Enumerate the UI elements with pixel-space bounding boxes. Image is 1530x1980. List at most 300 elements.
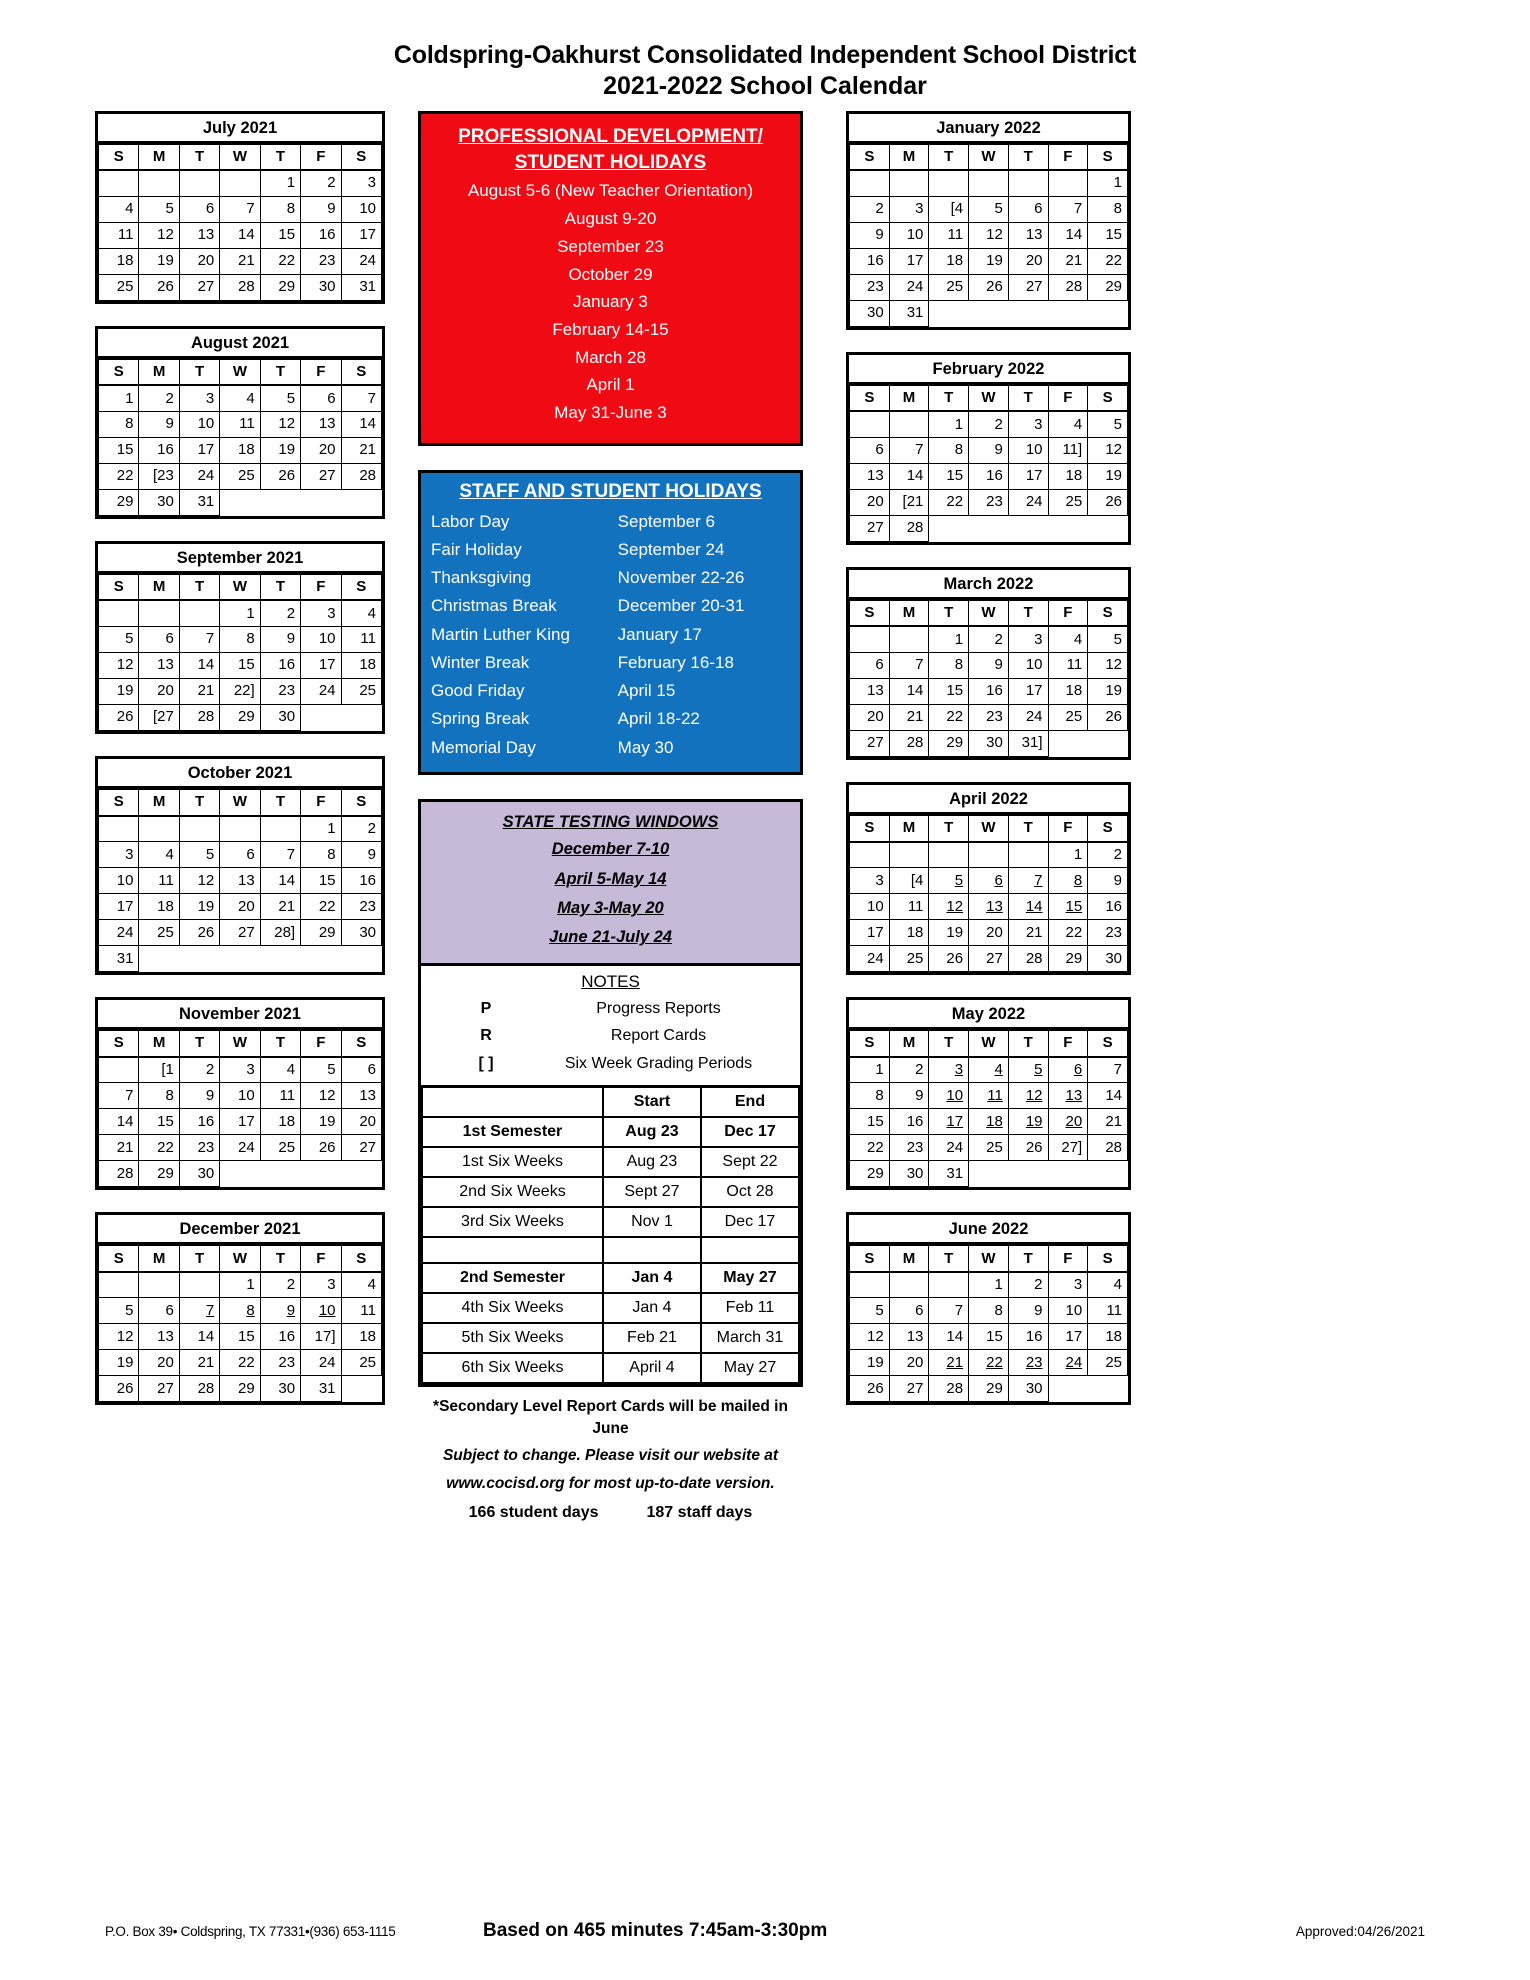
day-cell: 23	[260, 1350, 300, 1376]
day-cell: 17	[929, 1109, 969, 1135]
day-cell: 14	[99, 1109, 139, 1135]
day-cell: 22	[139, 1135, 179, 1161]
day-cell: 10	[179, 411, 219, 437]
month-grid	[849, 385, 1128, 542]
month-august-2021	[95, 326, 385, 519]
empty-cell	[1088, 730, 1128, 756]
holidays-title: STAFF AND STUDENT HOLIDAYS	[459, 480, 762, 502]
day-cell: 14	[1008, 894, 1048, 920]
day-cell: 26	[850, 1376, 890, 1402]
week-row	[850, 1083, 1128, 1109]
weekday-header-3: W	[220, 144, 260, 170]
semester-header-start: Start	[603, 1087, 701, 1118]
day-cell: 22]	[220, 678, 260, 704]
day-cell: 18	[929, 248, 969, 274]
semester-row-start: April 4	[603, 1353, 701, 1383]
week-row	[850, 1272, 1128, 1298]
day-cell: 7	[929, 1298, 969, 1324]
day-cell: 10	[929, 1083, 969, 1109]
day-cell: 29	[969, 1376, 1009, 1402]
day-cell: 4	[139, 842, 179, 868]
day-cell: 23	[1008, 1350, 1048, 1376]
day-cell: 28	[929, 1376, 969, 1402]
day-cell: 2	[889, 1057, 929, 1083]
day-cell: 12	[969, 222, 1009, 248]
day-cell: 13	[139, 1324, 179, 1350]
month-april-2022	[846, 782, 1131, 975]
empty-cell	[1008, 515, 1048, 541]
day-cell: 11]	[1048, 437, 1088, 463]
week-row	[99, 842, 382, 868]
empty-cell	[1088, 515, 1128, 541]
weekday-header-0: S	[99, 790, 139, 816]
day-cell: 10	[1008, 437, 1048, 463]
day-cell: 29	[220, 704, 260, 730]
week-row	[99, 248, 382, 274]
empty-cell	[220, 816, 260, 842]
empty-cell	[850, 170, 890, 196]
day-cell: 25	[1048, 489, 1088, 515]
weekday-header-6: S	[1088, 1246, 1128, 1272]
day-cell: 30	[139, 489, 179, 515]
day-cell: 23	[301, 248, 341, 274]
month-february-2022	[846, 352, 1131, 545]
weekday-header-6: S	[1088, 1031, 1128, 1057]
week-row	[99, 678, 382, 704]
semester-row-end: Sept 22	[701, 1147, 799, 1177]
day-cell: 11	[139, 868, 179, 894]
weekday-header-0: S	[850, 816, 890, 842]
staff-student-holidays-box	[418, 470, 803, 775]
day-cell: 11	[220, 411, 260, 437]
semester-row-end: May 27	[701, 1353, 799, 1383]
empty-cell	[220, 489, 260, 515]
weekday-header-5: F	[301, 790, 341, 816]
day-cell: 13	[850, 463, 890, 489]
week-row	[99, 463, 382, 489]
week-row	[99, 946, 382, 972]
day-cell: 28	[341, 463, 381, 489]
middle-info-column	[418, 111, 803, 1522]
weekday-header-2: T	[929, 816, 969, 842]
day-cell: 12	[1088, 437, 1128, 463]
month-march-2022	[846, 567, 1131, 760]
day-cell: 29	[301, 920, 341, 946]
day-cell: 30	[1008, 1376, 1048, 1402]
week-row	[99, 170, 382, 196]
day-cell: 3	[220, 1057, 260, 1083]
day-cell: 2	[341, 816, 381, 842]
weekday-header-6: S	[341, 790, 381, 816]
day-cell: 10	[889, 222, 929, 248]
month-title: October 2021	[98, 759, 382, 789]
day-cell: 31	[179, 489, 219, 515]
weekday-header-5: F	[1048, 1246, 1088, 1272]
day-cell: 5	[1088, 411, 1128, 437]
week-row	[850, 411, 1128, 437]
weekday-header-5: F	[301, 1031, 341, 1057]
weekday-header-5: F	[1048, 385, 1088, 411]
empty-cell	[889, 842, 929, 868]
day-cell: 3	[929, 1057, 969, 1083]
weekday-header-5: F	[301, 574, 341, 600]
day-cell: 12	[260, 411, 300, 437]
notes-box	[421, 966, 800, 1086]
day-cell: 10	[850, 894, 890, 920]
month-title: May 2022	[849, 1000, 1128, 1030]
weekday-header-0: S	[850, 1246, 890, 1272]
day-cell: 14	[1048, 222, 1088, 248]
day-cell: 16	[301, 222, 341, 248]
week-row	[99, 1350, 382, 1376]
day-cell: 19	[969, 248, 1009, 274]
day-cell: 4	[99, 196, 139, 222]
month-title: February 2022	[849, 355, 1128, 385]
weekday-header-3: W	[969, 600, 1009, 626]
footer-minutes: Based on 465 minutes 7:45am-3:30pm	[483, 1920, 828, 1941]
semester-row-start: Feb 21	[603, 1323, 701, 1353]
weekday-header-0: S	[99, 359, 139, 385]
day-cell: 17	[99, 894, 139, 920]
day-cell: 6	[850, 437, 890, 463]
semester-header-row	[422, 1087, 799, 1118]
weekday-header-3: W	[220, 1031, 260, 1057]
holiday-row	[431, 734, 790, 762]
day-cell: 21	[929, 1350, 969, 1376]
day-cell: 21	[260, 894, 300, 920]
day-cell: 6	[301, 385, 341, 411]
semester-row	[422, 1263, 799, 1293]
day-cell: 28	[1048, 274, 1088, 300]
weekday-header-4: T	[260, 144, 300, 170]
day-cell: 27	[139, 1376, 179, 1402]
semester-row	[422, 1353, 799, 1383]
day-cell: 13	[220, 868, 260, 894]
day-cell: 23	[341, 894, 381, 920]
day-cell: 26	[969, 274, 1009, 300]
day-cell: 22	[260, 248, 300, 274]
day-cell: 1	[99, 385, 139, 411]
holiday-row	[431, 564, 790, 592]
empty-cell	[301, 1161, 341, 1187]
day-cell: 31	[929, 1161, 969, 1187]
week-row	[99, 626, 382, 652]
day-cell: 3	[99, 842, 139, 868]
day-cell: 20	[341, 1109, 381, 1135]
day-cell: 28]	[260, 920, 300, 946]
semester-row-end: Dec 17	[701, 1207, 799, 1237]
day-cell: 16	[969, 678, 1009, 704]
weekday-header-4: T	[260, 359, 300, 385]
weekday-header-4: T	[1008, 816, 1048, 842]
weekday-header-1: M	[889, 1031, 929, 1057]
empty-cell	[929, 515, 969, 541]
day-cell: 31	[99, 946, 139, 972]
day-cell: 3	[889, 196, 929, 222]
day-cell: 13	[1008, 222, 1048, 248]
holiday-row	[431, 536, 790, 564]
day-cell: 27	[301, 463, 341, 489]
day-cell: 7	[260, 842, 300, 868]
day-cell: 6	[889, 1298, 929, 1324]
day-cell: 1	[850, 1057, 890, 1083]
day-cell: 7	[1008, 868, 1048, 894]
day-cell: 14	[889, 678, 929, 704]
empty-cell	[929, 1272, 969, 1298]
weekday-header-3: W	[220, 574, 260, 600]
day-cell: 27	[889, 1376, 929, 1402]
weekday-header-2: T	[179, 1246, 219, 1272]
day-cell: 14	[1088, 1083, 1128, 1109]
empty-cell	[99, 1057, 139, 1083]
weekday-header-0: S	[850, 600, 890, 626]
month-october-2021	[95, 756, 385, 975]
month-grid	[98, 789, 382, 972]
empty-cell	[341, 946, 381, 972]
semester-row-end: Feb 11	[701, 1293, 799, 1323]
day-cell: 20	[1008, 248, 1048, 274]
empty-cell	[1088, 1161, 1128, 1187]
holiday-row	[431, 677, 790, 705]
day-cell: 16	[850, 248, 890, 274]
day-cell: 7	[341, 385, 381, 411]
note-description: Six Week Grading Periods	[564, 1054, 753, 1072]
empty-cell	[929, 170, 969, 196]
empty-cell	[220, 946, 260, 972]
weekday-header-4: T	[260, 574, 300, 600]
day-cell: 28	[99, 1161, 139, 1187]
empty-cell	[99, 816, 139, 842]
page-header	[0, 0, 1530, 103]
day-cell: 17]	[301, 1324, 341, 1350]
day-cell: 10	[1008, 652, 1048, 678]
empty-cell	[341, 704, 381, 730]
semester-row-label: 3rd Six Weeks	[422, 1207, 603, 1237]
day-cell: 7	[99, 1083, 139, 1109]
day-cell: 22	[969, 1350, 1009, 1376]
holiday-name: Memorial Day	[431, 737, 536, 757]
day-cell: 10	[301, 1298, 341, 1324]
day-cell: 25	[1088, 1350, 1128, 1376]
day-cell: 15	[1088, 222, 1128, 248]
day-cell: 1	[220, 600, 260, 626]
month-title: November 2021	[98, 1000, 382, 1030]
day-cell: 25	[889, 946, 929, 972]
day-cell: 1	[929, 411, 969, 437]
day-cell: 16	[260, 1324, 300, 1350]
week-row	[99, 437, 382, 463]
day-cell: 30	[1088, 946, 1128, 972]
semester-row-label: 1st Six Weeks	[422, 1147, 603, 1177]
week-row	[850, 170, 1128, 196]
empty-cell	[850, 411, 890, 437]
day-cell: 13	[850, 678, 890, 704]
weekday-header-1: M	[139, 790, 179, 816]
day-cell: 25	[139, 920, 179, 946]
day-cell: 24	[929, 1135, 969, 1161]
day-cell: 28	[1008, 946, 1048, 972]
weekday-header-5: F	[1048, 1031, 1088, 1057]
day-cell: 21	[179, 1350, 219, 1376]
day-cell: 18	[341, 1324, 381, 1350]
note-row	[421, 1022, 800, 1050]
day-counts	[418, 1504, 803, 1522]
staff-days-count: 187 staff days	[646, 1503, 753, 1521]
empty-cell	[1048, 730, 1088, 756]
day-cell: 19	[179, 894, 219, 920]
week-row	[850, 1298, 1128, 1324]
calendar-page	[0, 103, 1530, 1522]
day-cell: 16	[1088, 894, 1128, 920]
day-cell: 4	[260, 1057, 300, 1083]
day-cell: 19	[1088, 678, 1128, 704]
day-cell: 26	[179, 920, 219, 946]
day-cell: 1	[1048, 842, 1088, 868]
day-cell: 3	[1048, 1272, 1088, 1298]
day-cell: 27	[969, 946, 1009, 972]
empty-cell	[889, 626, 929, 652]
day-cell: 13	[301, 411, 341, 437]
weekday-header-0: S	[99, 1031, 139, 1057]
day-cell: 14	[179, 1324, 219, 1350]
day-cell: 11	[889, 894, 929, 920]
day-cell: 25	[99, 274, 139, 300]
holiday-row	[431, 621, 790, 649]
day-cell: 27]	[1048, 1135, 1088, 1161]
day-cell: 2	[1088, 842, 1128, 868]
weekday-header-3: W	[969, 144, 1009, 170]
holiday-date: December 20-31	[617, 596, 745, 616]
day-cell: 30	[301, 274, 341, 300]
week-row	[99, 1161, 382, 1187]
day-cell: 13	[889, 1324, 929, 1350]
day-cell: 18	[220, 437, 260, 463]
day-cell: 9	[969, 652, 1009, 678]
day-cell: 3	[1008, 626, 1048, 652]
weekday-header-3: W	[220, 359, 260, 385]
day-cell: 4	[1088, 1272, 1128, 1298]
day-cell: 30	[179, 1161, 219, 1187]
day-cell: 22	[1088, 248, 1128, 274]
day-cell: 4	[341, 1272, 381, 1298]
semester-row	[422, 1293, 799, 1323]
day-cell: 11	[1048, 652, 1088, 678]
empty-cell	[260, 946, 300, 972]
holiday-date: April 15	[617, 681, 676, 701]
week-row	[850, 196, 1128, 222]
semester-row-start: Jan 4	[603, 1293, 701, 1323]
day-cell: 19	[99, 678, 139, 704]
semester-row	[422, 1147, 799, 1177]
week-row	[99, 704, 382, 730]
day-cell: 27	[850, 730, 890, 756]
day-cell: 19	[1088, 463, 1128, 489]
day-cell: 23	[260, 678, 300, 704]
testing-window: May 3-May 20	[557, 899, 664, 918]
state-testing-box	[421, 802, 800, 966]
student-days-count: 166 student days	[468, 1503, 599, 1521]
day-cell: 1	[1088, 170, 1128, 196]
day-cell: 20	[139, 678, 179, 704]
day-cell: 31	[341, 274, 381, 300]
month-grid	[849, 144, 1128, 327]
empty-cell	[260, 816, 300, 842]
prof-dev-item: May 31-June 3	[554, 403, 667, 423]
week-row	[850, 274, 1128, 300]
month-july-2021	[95, 111, 385, 304]
semester-row-start	[603, 1237, 701, 1263]
day-cell: 23	[850, 274, 890, 300]
week-row	[850, 1135, 1128, 1161]
day-cell: 9	[889, 1083, 929, 1109]
holiday-name: Good Friday	[431, 681, 525, 701]
weekday-header-4: T	[1008, 1246, 1048, 1272]
month-title: March 2022	[849, 570, 1128, 600]
weekday-header-2: T	[179, 574, 219, 600]
day-cell: 18	[969, 1109, 1009, 1135]
notes-title: NOTES	[581, 971, 640, 991]
day-cell: 9	[260, 626, 300, 652]
day-cell: 15	[1048, 894, 1088, 920]
empty-cell	[1088, 300, 1128, 326]
day-cell: 12	[179, 868, 219, 894]
prof-dev-title-line1: PROFESSIONAL DEVELOPMENT/	[458, 125, 763, 147]
month-january-2022	[846, 111, 1131, 330]
day-cell: 22	[99, 463, 139, 489]
weekday-header-6: S	[341, 1031, 381, 1057]
day-cell: 20	[969, 920, 1009, 946]
notes-row-list	[421, 995, 800, 1078]
day-cell: 29	[1088, 274, 1128, 300]
empty-cell	[929, 842, 969, 868]
empty-cell	[1048, 300, 1088, 326]
day-cell: 17	[301, 652, 341, 678]
day-cell: 16	[341, 868, 381, 894]
day-cell: 30	[969, 730, 1009, 756]
day-cell: 6	[341, 1057, 381, 1083]
week-row	[99, 816, 382, 842]
day-cell: 7	[889, 652, 929, 678]
holiday-row	[431, 592, 790, 620]
day-cell: 22	[929, 704, 969, 730]
weekday-header-2: T	[929, 1246, 969, 1272]
weekday-header-0: S	[99, 144, 139, 170]
right-month-column	[846, 111, 1131, 1522]
day-cell: 19	[850, 1350, 890, 1376]
day-cell: 2	[301, 170, 341, 196]
day-cell: 14	[341, 411, 381, 437]
weekday-header-6: S	[341, 359, 381, 385]
day-cell: 30	[850, 300, 890, 326]
day-cell: 17	[889, 248, 929, 274]
day-cell: 23	[1088, 920, 1128, 946]
day-cell: 24	[301, 678, 341, 704]
day-cell: [23	[139, 463, 179, 489]
weekday-header-3: W	[220, 1246, 260, 1272]
day-cell: 19	[1008, 1109, 1048, 1135]
week-row	[850, 463, 1128, 489]
week-row	[850, 842, 1128, 868]
empty-cell	[179, 816, 219, 842]
day-cell: 16	[889, 1109, 929, 1135]
empty-cell	[139, 1272, 179, 1298]
month-may-2022	[846, 997, 1131, 1190]
day-cell: 12	[139, 222, 179, 248]
weekday-header-4: T	[1008, 385, 1048, 411]
page-footer	[0, 1920, 1530, 1942]
month-grid	[849, 600, 1128, 757]
weekday-header-2: T	[179, 359, 219, 385]
